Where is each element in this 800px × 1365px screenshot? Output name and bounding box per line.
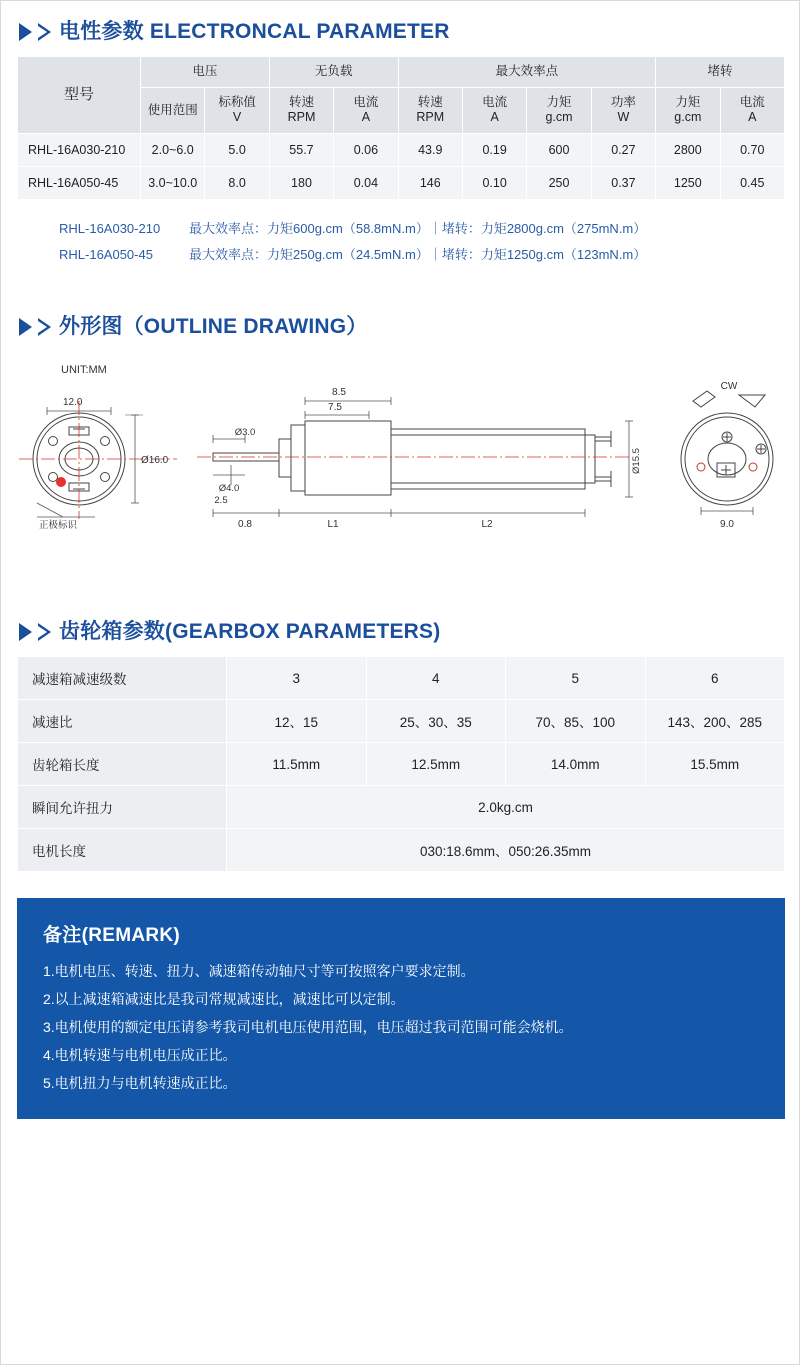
note-line [59,216,785,242]
remark-line: 4.电机转速与电机电压成正比。 [43,1047,237,1064]
cell-stall-current: 0.70 [720,134,784,167]
cell-value: 12.5mm [366,743,506,786]
subheader-line1: 力矩 [675,94,701,109]
subheader-line1: 电流 [353,94,379,109]
cell-maxeff-current: 0.19 [462,134,526,167]
note-line [59,242,785,268]
subheader-stall-current [720,87,784,133]
cell-maxeff-current: 0.10 [462,167,526,200]
datasheet-page [1,19,800,1119]
cell-value: 12、15 [227,700,367,743]
table-row [18,700,785,743]
cell-model: RHL-16A050-45 [18,167,141,200]
cell-value: 15.5mm [645,743,785,786]
cell-maxeff-torque: 600 [527,134,591,167]
subheader-line2: RPM [416,110,445,125]
dim-shaft-diameter: Ø3.0 [234,427,256,439]
dim-body-diameter: Ø15.5 [631,448,642,475]
subheader-line2: A [361,110,371,125]
header-stall: 堵转 [656,57,785,88]
triangle-solid-icon [19,623,32,641]
section-header-outline [17,314,785,339]
table-row [18,786,785,829]
cell-value: 030:18.6mm、050:26.35mm [227,829,785,872]
cell-value: 70、85、100 [506,700,646,743]
subheader-line1: 功率 [610,94,636,109]
dim-9-0: 9.0 [720,519,734,531]
cell-label: 减速比 [18,700,227,743]
subheader-line1: 电流 [739,94,765,109]
table-row [18,657,785,700]
subheader-noload-rpm [269,87,333,133]
subheader-line2: g.cm [674,110,702,125]
remark-line: 3.电机使用的额定电压请参考我司电机电压使用范围，电压超过我司范围可能会烧机。 [43,1019,573,1036]
gearbox-parameters-table [17,656,785,872]
remark-title: 备注(REMARK) [43,925,181,947]
subheader-maxeff-torque [527,87,591,133]
cell-maxeff-power: 0.27 [591,134,655,167]
cell-value: 143、200、285 [645,700,785,743]
header-model: 型号 [18,57,141,134]
table-body [18,134,785,200]
table-row [18,829,785,872]
outline-drawing-svg [17,351,785,581]
cell-noload-rpm: 55.7 [269,134,333,167]
triangle-solid-icon [19,318,32,336]
section-header-gearbox [17,619,785,644]
cell-noload-rpm: 180 [269,167,333,200]
label-cw: CW [720,381,738,393]
cell-value: 2.0kg.cm [227,786,785,829]
cell-value: 14.0mm [506,743,646,786]
remark-line: 2.以上减速箱减速比是我司常规减速比，减速比可以定制。 [43,991,405,1008]
header-noload: 无负载 [269,57,398,88]
dim-flange-diameter: Ø4.0 [218,483,240,495]
subheader-nominal [205,87,269,133]
cell-value: 4 [366,657,506,700]
cell-label: 瞬间允许扭力 [18,786,227,829]
cell-label: 齿轮箱长度 [18,743,227,786]
section-title-gearbox: 齿轮箱参数(GEARBOX PARAMETERS) [59,620,441,644]
dim-diameter-16: Ø16.0 [141,455,169,467]
subheader-line2: W [617,110,630,125]
remark-block [17,898,785,1119]
table-head [18,57,785,134]
cell-label: 电机长度 [18,829,227,872]
cell-value: 25、30、35 [366,700,506,743]
triangle-outline-icon [38,318,51,336]
label-polarity-mark: 正极标识 [39,520,78,532]
subheader-line2: V [232,110,242,125]
polarity-marker-dot [56,477,66,487]
table-row [18,134,785,167]
subheader-maxeff-current [462,87,526,133]
cell-nominal: 5.0 [205,134,269,167]
cell-label: 减速箱减速级数 [18,657,227,700]
table-group-header-row [18,57,785,88]
triangle-solid-icon [19,23,32,41]
note-model: RHL-16A050-45 [59,247,153,263]
cell-noload-current: 0.04 [334,167,398,200]
dim-8-5: 8.5 [332,387,346,399]
dim-L1: L1 [327,519,339,531]
subheader-line1: 使用范围 [147,102,198,117]
section-title-electrical: 电性参数 ELECTRONCAL PARAMETER [59,20,450,43]
cell-maxeff-power: 0.37 [591,167,655,200]
table-row [18,167,785,200]
dim-0-8: 0.8 [238,519,252,531]
cell-value: 5 [506,657,646,700]
triangle-outline-icon [38,23,51,41]
subheader-line2: A [748,110,757,125]
subheader-line2: RPM [287,110,316,125]
subheader-line1: 转速 [288,94,314,109]
subheader-line2: A [490,110,499,125]
remark-line: 1.电机电压、转速、扭力、减速箱传动轴尺寸等可按照客户要求定制。 [43,963,475,980]
dim-2-5: 2.5 [214,495,228,507]
cell-stall-current: 0.45 [720,167,784,200]
triangle-outline-icon [38,623,51,641]
cell-stall-torque: 1250 [656,167,720,200]
section-title-outline: 外形图（OUTLINE DRAWING） [59,315,368,339]
cell-stall-torque: 2800 [656,134,720,167]
cell-noload-current: 0.06 [334,134,398,167]
electrical-parameters-table [17,56,785,200]
subheader-maxeff-power [591,87,655,133]
subheader-line2: g.cm [545,110,573,125]
subheader-usage-range [141,87,205,133]
notes-block [17,216,785,268]
table-row [18,743,785,786]
cell-value: 6 [645,657,785,700]
cell-value: 3 [227,657,367,700]
header-voltage: 电压 [141,57,270,88]
dim-12-0: 12.0 [63,397,83,409]
cell-maxeff-rpm: 43.9 [398,134,462,167]
remark-line: 5.电机扭力与电机转速成正比。 [43,1075,237,1092]
cell-maxeff-rpm: 146 [398,167,462,200]
cell-nominal: 8.0 [205,167,269,200]
label-unit-mm: UNIT:MM [61,364,107,377]
subheader-line1: 标称值 [218,94,256,109]
header-max-efficiency: 最大效率点 [398,57,656,88]
subheader-maxeff-rpm [398,87,462,133]
dim-7-5: 7.5 [328,402,342,414]
subheader-line1: 电流 [482,94,508,109]
outline-drawing [17,351,785,581]
subheader-line1: 转速 [417,94,443,109]
subheader-noload-current [334,87,398,133]
cell-model: RHL-16A030-210 [18,134,141,167]
cell-maxeff-torque: 250 [527,167,591,200]
cell-value: 11.5mm [227,743,367,786]
cell-range: 3.0~10.0 [141,167,205,200]
subheader-stall-torque [656,87,720,133]
note-text: 最大效率点：力矩600g.cm（58.8mN.m）｜堵转：力矩2800g.cm（275mN.m） [189,221,647,237]
dim-L2: L2 [481,519,493,531]
section-header-electrical [17,19,785,44]
note-model: RHL-16A030-210 [59,221,161,237]
table-body [18,657,785,872]
cell-range: 2.0~6.0 [141,134,205,167]
note-text: 最大效率点：力矩250g.cm（24.5mN.m）｜堵转：力矩1250g.cm（123mN.m） [189,247,647,263]
subheader-line1: 力矩 [546,94,572,109]
